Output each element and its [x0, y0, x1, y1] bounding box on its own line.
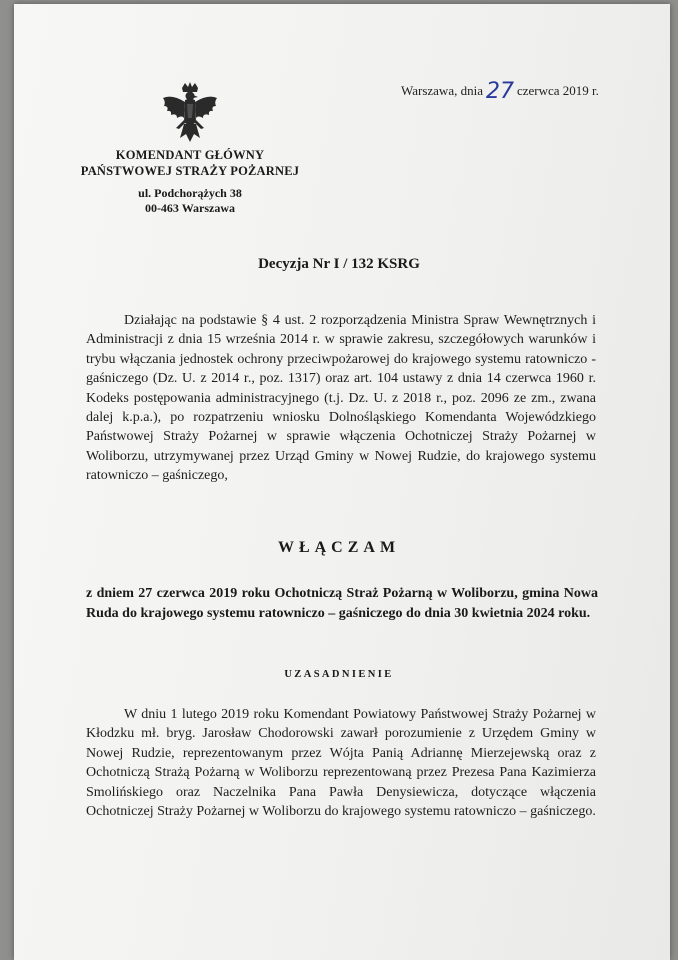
decision-resolution: z dniem 27 czerwca 2019 roku Ochotniczą Straż Pożarną w Woliborzu, gmina Nowa Ruda do krajowego systemu ratowniczo – gaśniczego do dnia 30 kwietnia 2024 roku. — [86, 586, 598, 621]
issuer-line-1: KOMENDANT GŁÓWNY — [115, 148, 265, 162]
legal-basis-paragraph: Działając na podstawie § 4 ust. 2 rozporządzenia Ministra Spraw Wewnętrznych i Administracji z dnia 15 września 2014 r. w sprawie zakresu, szczegółowych warunków i trybu włączania jednostek ochrony przeciwpożarowej do krajowego systemu ratowniczo - gaśniczego (Dz. U. z 2014 r., poz. 1317) oraz art. 104 ustawy z dnia 14 czerwca 1960 r. Kodeks postępowania administracyjnego (t.j. Dz. U. z 2018 r., poz. 2096 ze zm., zwana dalej k.p.a.), po rozpatrzeniu wniosku Dolnośląskiego Komendanta Wojewódzkiego Państwowej Straży Pożarnej w sprawie włączenia Ochotniczej Straży Pożarnej w Woliborzu, utrzymywanej przez Urząd Gminy w Nowej Rudzie, do krajowego systemu ratowniczo – gaśniczego, — [86, 313, 596, 484]
decision-title: Decyzja Nr I / 132 KSRG — [258, 256, 420, 272]
address-line-2: 00-463 Warszawa — [144, 201, 236, 215]
issuer-address — [100, 186, 280, 216]
justification-paragraph: W dniu 1 lutego 2019 roku Komendant Powiatowy Państwowej Straży Pożarnej w Kłodzku mł. bryg. Jarosław Chodorowski zawarł porozumienie z Urzędem Gminy w Nowej Rudzie, reprezentowanym przez Wójta Panią Adriannę Mierzejewską oraz z Ochotniczą Strażą Pożarną w Woliborzu reprezentowaną przez Prezesa Pana Kazimierza Smolińskiego oraz Naczelnika Pana Pawła Denysiewicza, dotyczące włączenia Ochotniczej Straży Pożarnej w Woliborzu do krajowego systemu ratowniczo – gaśniczego. — [86, 707, 596, 820]
decision-verb: WŁĄCZAM — [277, 539, 401, 556]
issuer-name — [60, 147, 320, 179]
address-line-1: ul. Podchorążych 38 — [138, 186, 242, 200]
justification-heading: UZASADNIENIE — [284, 669, 394, 680]
polish-eagle-emblem-icon — [160, 82, 220, 144]
date-suffix: czerwca 2019 r. — [516, 83, 599, 98]
issuer-line-2: PAŃSTWOWEJ STRAŻY POŻARNEJ — [80, 164, 300, 178]
handwritten-day: 27 — [485, 79, 514, 104]
place-and-date — [401, 76, 641, 104]
date-prefix: Warszawa, dnia — [401, 83, 483, 98]
